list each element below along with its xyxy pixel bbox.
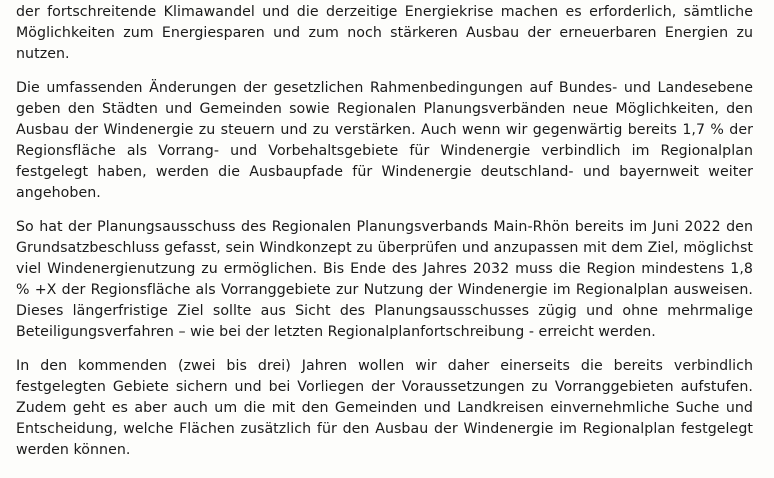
paragraph-2: Die umfassenden Änderungen der gesetzlichen Rahmenbedingungen auf Bundes- und Landesebene geben den Städten und Gemeinden sowie Regionalen Planungsverbänden neue Möglichkeiten, den Ausbau der Windenergie zu steuern und zu verstärken. Auch wenn wir gegenwärtig bereits 1,7 % der Regionsfläche als Vorrang- und Vorbehaltsgebiete für Windenergie verbindlich im Regionalplan festgelegt haben, werden die Ausbaupfade für Windenergie deutschland- und bayernweit weiter angehoben. — [16, 80, 753, 201]
paragraph-3: So hat der Planungsausschuss des Regionalen Planungsverbands Main-Rhön bereits im Juni 2022 den Grundsatzbeschluss gefasst, sein Windkonzept zu überprüfen und anzupassen mit dem Ziel, möglichst viel Windenergienutzung zu ermöglichen. Bis Ende des Jahres 2032 muss die Region mindestens 1,8 % +X der Regionsfläche als Vorranggebiete zur Nutzung der Windenergie im Regionalplan ausweisen. Dieses längerfristige Ziel sollte aus Sicht des Planungsausschusses zügig und ohne mehrmalige Beteiligungsverfahren – wie bei der letzten Regionalplanfortschreibung - erreicht werden. — [16, 219, 753, 340]
paragraph-4: In den kommenden (zwei bis drei) Jahren wollen wir daher einerseits die bereits verbindlich festgelegten Gebiete sichern und bei Vorliegen der Voraussetzungen zu Vorranggebieten aufstufen. Zudem geht es aber auch um die mit den Gemeinden und Landkreisen einvernehmliche Suche und Entscheidung, welche Flächen zusätzlich für den Ausbau der Windenergie im Regionalplan festgelegt werden können. — [16, 358, 753, 458]
paragraph-1: der fortschreitende Klimawandel und die derzeitige Energiekrise machen es erforderlich, sämtliche Möglichkeiten zum Energiesparen und zum noch stärkeren Ausbau der erneuerbaren Energien zu nutzen. — [16, 4, 753, 62]
document-body — [16, 2, 753, 461]
